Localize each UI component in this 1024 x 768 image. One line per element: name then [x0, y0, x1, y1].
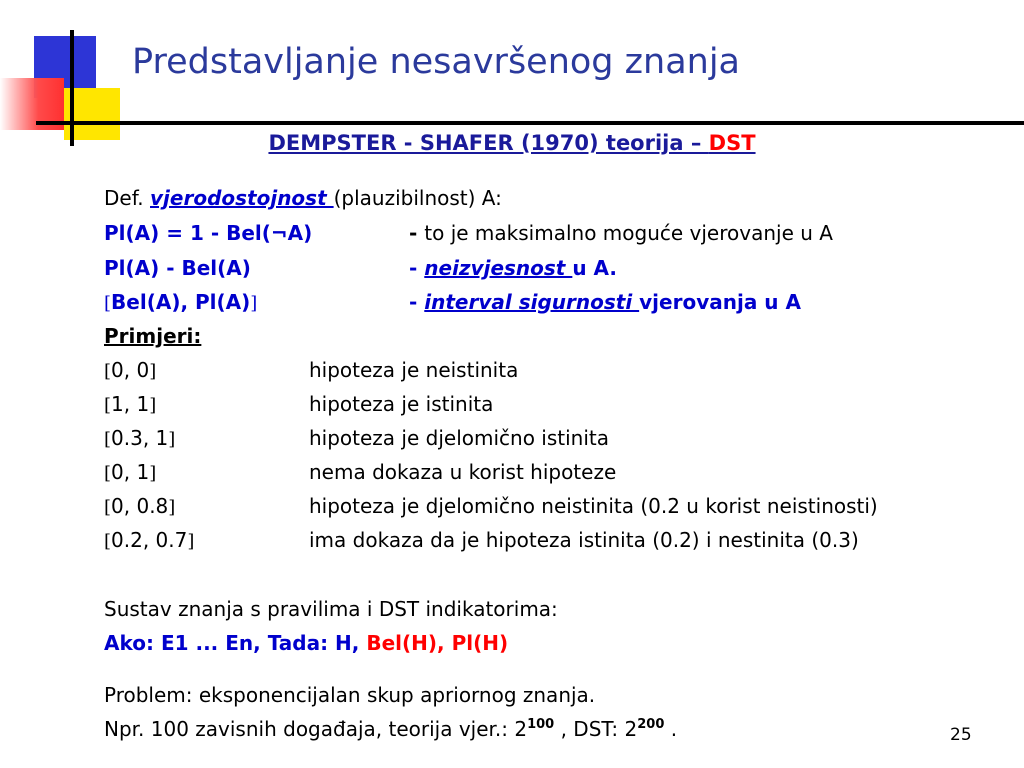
example-row	[104, 358, 519, 382]
complexity-exp-2: 200	[637, 717, 665, 732]
formula-text-3: vjerovanja u A	[639, 290, 801, 314]
def-term: vjerodostojnost	[150, 186, 334, 210]
complexity-text-a: Npr. 100 zavisnih događaja, teorija vjer.: 2	[104, 717, 528, 741]
formula-left-2: Pl(A) - Bel(A)	[104, 256, 251, 280]
formula-row-2	[104, 256, 617, 280]
example-desc: hipoteza je djelomično neistinita (0.2 u korist neistinosti)	[309, 494, 878, 518]
formula-right-1	[409, 221, 833, 245]
formula-left-1: Pl(A) = 1 - Bel(¬A)	[104, 221, 313, 245]
example-interval: 0, 0	[111, 358, 150, 382]
example-interval: 0.3, 1	[111, 426, 169, 450]
bracket-open: [	[104, 531, 112, 552]
complexity-exp-1: 100	[527, 717, 555, 732]
example-complexity-line	[104, 717, 677, 741]
rule-line	[104, 631, 508, 655]
bracket-close: ]	[168, 429, 176, 450]
example-interval: 0.2, 0.7	[111, 528, 188, 552]
example-row	[104, 426, 609, 450]
def-rest: (plauzibilnost) A:	[333, 186, 502, 210]
formula-right-2	[409, 256, 617, 280]
bracket-close: ]	[187, 531, 195, 552]
logo-vertical-line	[70, 30, 74, 146]
rule-blue: Ako: E1 ... En, Tada: H,	[104, 631, 367, 655]
example-desc: hipoteza je djelomično istinita	[309, 426, 609, 450]
decorative-logo	[0, 0, 130, 150]
example-desc: ima dokaza da je hipoteza istinita (0.2) i nestinita (0.3)	[309, 528, 859, 552]
example-desc: nema dokaza u korist hipoteze	[309, 460, 617, 484]
dash-3: -	[409, 290, 425, 314]
formula-right-3	[409, 290, 801, 314]
bracket-open: [	[104, 463, 112, 484]
example-interval: 0, 1	[111, 460, 150, 484]
slide-subtitle	[0, 131, 1024, 155]
subtitle-main: DEMPSTER - SHAFER (1970) teorija –	[268, 131, 709, 155]
bracket-open-3: [	[104, 293, 112, 314]
formula-text-1: to je maksimalno moguće vjerovanje u A	[424, 221, 833, 245]
definition-line	[104, 186, 502, 210]
formula-term-2: neizvjesnost	[424, 256, 573, 280]
dash-1: -	[409, 221, 425, 245]
example-desc: hipoteza je istinita	[309, 392, 494, 416]
bracket-open: [	[104, 395, 112, 416]
bracket-close: ]	[168, 497, 176, 518]
example-row	[104, 528, 859, 552]
formula-term-3: interval sigurnosti	[424, 290, 640, 314]
rule-red: Bel(H), Pl(H)	[366, 631, 509, 655]
examples-heading: Primjeri:	[104, 324, 202, 348]
example-desc: hipoteza je neistinita	[309, 358, 519, 382]
formula-text-2: u A.	[572, 256, 617, 280]
bracket-close: ]	[149, 463, 157, 484]
bracket-open: [	[104, 361, 112, 382]
subtitle-dst: DST	[708, 131, 756, 155]
problem-line: Problem: eksponencijalan skup apriornog znanja.	[104, 683, 596, 707]
def-prefix: Def.	[104, 186, 151, 210]
formula-row-1	[104, 221, 833, 245]
title-divider	[36, 121, 1024, 125]
bracket-open: [	[104, 429, 112, 450]
example-row	[104, 460, 617, 484]
formula-left-3: Bel(A), Pl(A)	[111, 290, 251, 314]
example-row	[104, 392, 494, 416]
bracket-open: [	[104, 497, 112, 518]
slide-title: Predstavljanje nesavršenog znanja	[132, 42, 741, 82]
bracket-close: ]	[149, 361, 157, 382]
example-interval: 0, 0.8	[111, 494, 169, 518]
complexity-text-b: , DST: 2	[554, 717, 638, 741]
example-row	[104, 494, 878, 518]
complexity-text-c: .	[664, 717, 678, 741]
page-number: 25	[950, 725, 972, 745]
bracket-close: ]	[149, 395, 157, 416]
example-interval: 1, 1	[111, 392, 150, 416]
dash-2: -	[409, 256, 425, 280]
system-line: Sustav znanja s pravilima i DST indikatorima:	[104, 597, 558, 621]
formula-row-3	[104, 290, 801, 314]
bracket-close-3: ]	[250, 293, 258, 314]
